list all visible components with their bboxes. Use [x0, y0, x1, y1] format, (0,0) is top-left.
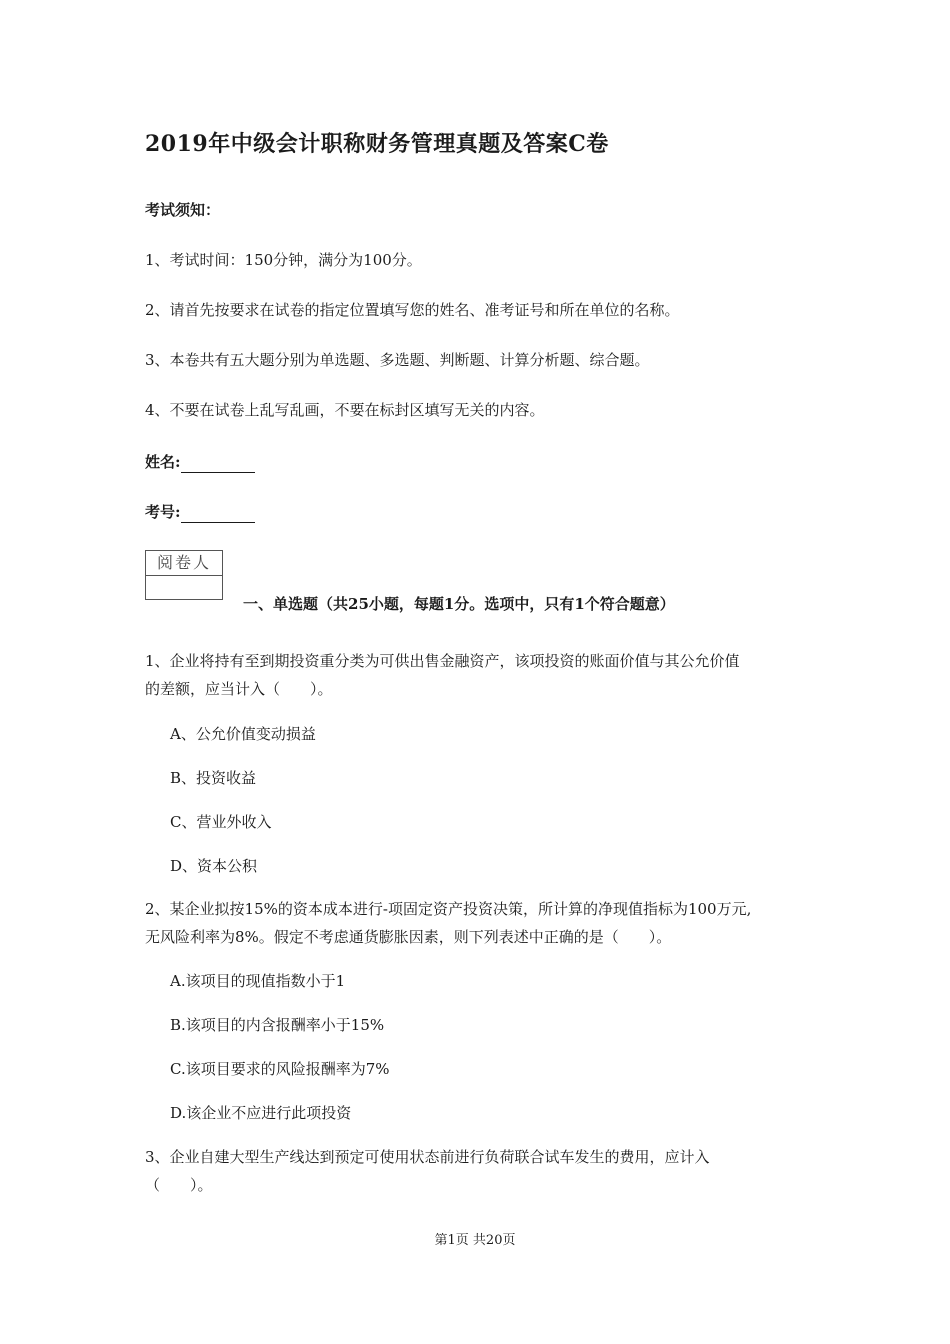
- question-text: 无风险利率为8%。假定不考虑通货膨胀因素，则下列表述中正确的是（ ）。: [145, 928, 672, 946]
- option-item: A、公允价值变动损益: [170, 725, 316, 743]
- id-label: 考号:: [145, 503, 181, 521]
- option-item: A.该项目的现值指数小于1: [170, 972, 346, 990]
- page-footer: 第1页 共20页: [434, 1233, 516, 1248]
- notice-item: 1、考试时间：150分钟，满分为100分。: [145, 251, 422, 269]
- question-text: 1、企业将持有至到期投资重分类为可供出售金融资产，该项投资的账面价值与其公允价值: [145, 652, 740, 670]
- notice-heading: 考试须知：: [145, 201, 221, 219]
- name-label: 姓名:: [145, 453, 181, 471]
- section-heading: 一、单选题（共25小题，每题1分。选项中，只有1个符合题意）: [243, 595, 675, 613]
- question-text: 3、企业自建大型生产线达到预定可使用状态前进行负荷联合试车发生的费用，应计入: [145, 1148, 710, 1166]
- option-item: B.该项目的内含报酬率小于15%: [170, 1016, 385, 1034]
- id-blank-line[interactable]: [181, 506, 255, 523]
- option-item: B、投资收益: [170, 769, 257, 787]
- page-title: 2019年中级会计职称财务管理真题及答案C卷: [145, 131, 609, 157]
- option-item: C、营业外收入: [170, 813, 272, 831]
- question-text: 2、某企业拟按15%的资本成本进行-项固定资产投资决策，所计算的净现值指标为100万元,: [145, 900, 752, 918]
- option-item: C.该项目要求的风险报酬率为7%: [170, 1060, 390, 1078]
- option-item: D.该企业不应进行此项投资: [170, 1104, 352, 1122]
- name-field: [145, 451, 255, 473]
- question-text: （ ）。: [145, 1176, 213, 1194]
- reviewer-box: [145, 550, 223, 600]
- notice-item: 4、不要在试卷上乱写乱画，不要在标封区填写无关的内容。: [145, 401, 545, 419]
- notice-item: 2、请首先按要求在试卷的指定位置填写您的姓名、准考证号和所在单位的名称。: [145, 301, 680, 319]
- notice-item: 3、本卷共有五大题分别为单选题、多选题、判断题、计算分析题、综合题。: [145, 351, 650, 369]
- id-field: [145, 501, 255, 523]
- option-item: D、资本公积: [170, 857, 258, 875]
- reviewer-label: 阅卷人: [146, 551, 222, 576]
- name-blank-line[interactable]: [181, 456, 255, 473]
- question-text: 的差额，应当计入（ ）。: [145, 680, 333, 698]
